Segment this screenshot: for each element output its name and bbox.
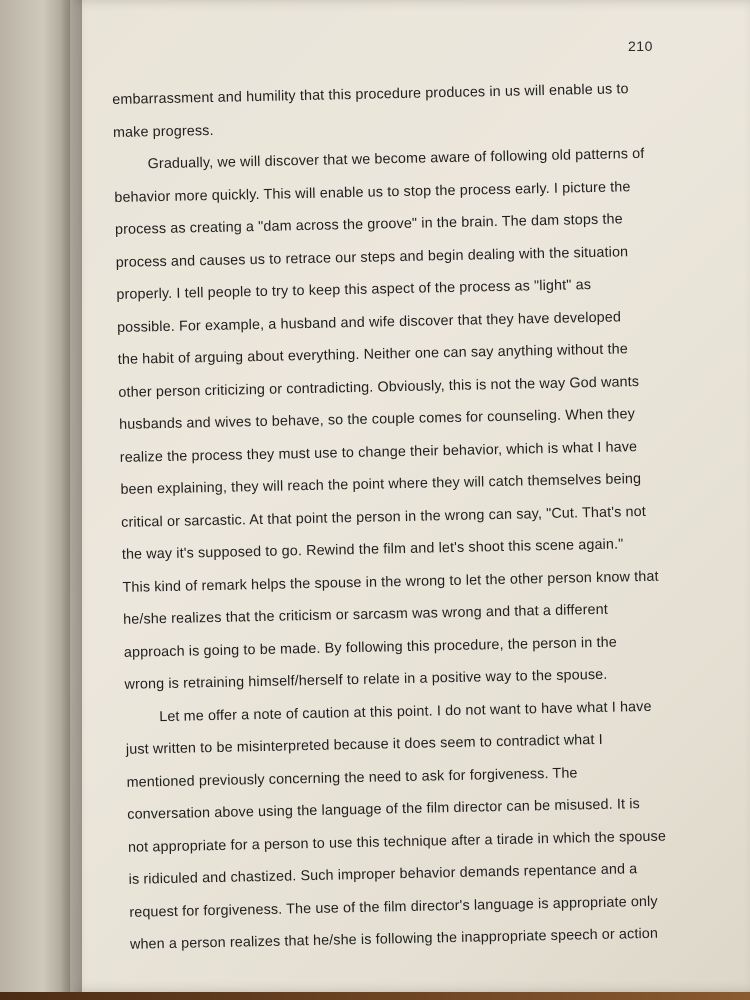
- text-line: husbands and wives to behave, so the couple comes for counseling. When they: [118, 406, 636, 433]
- text-line: when a person realizes that he/she is following the inappropriate speech or action: [129, 925, 659, 953]
- paragraph-first-line: Gradually, we will discover that we become aware of following old patterns of: [147, 145, 645, 173]
- text-line: This kind of remark helps the spouse in the wrong to let the other person know that: [122, 568, 659, 596]
- text-line: the habit of arguing about everything. Neither one can say anything without the: [117, 341, 629, 368]
- text-line: request for forgiveness. The use of the film director's language is appropriate only: [129, 893, 658, 921]
- text-line: just written to be misinterpreted because it does seem to contradict what I: [125, 731, 603, 758]
- text-line: wrong is retraining himself/herself to relate in a positive way to the spouse.: [124, 666, 608, 693]
- text-line: make progress.: [112, 122, 214, 141]
- text-line: conversation above using the language of the film director can be misused. It is: [127, 796, 641, 823]
- text-line: properly. I tell people to try to keep this aspect of the process as "light" as: [116, 277, 592, 303]
- text-line: the way it's supposed to go. Rewind the film and let's shoot this scene again.": [121, 536, 624, 563]
- text-line: not appropriate for a person to use this technique after a tirade in which the spouse: [127, 828, 667, 856]
- text-line: behavior more quickly. This will enable us to stop the process early. I picture the: [114, 178, 631, 206]
- text-line: been explaining, they will reach the point where they will catch themselves being: [120, 471, 642, 498]
- gutter-shadow: [60, 0, 82, 1000]
- text-line: approach is going to be made. By following this procedure, the person in the: [123, 634, 617, 661]
- text-line: he/she realizes that the criticism or sarcasm was wrong and that a different: [123, 601, 609, 628]
- text-line: embarrassment and humility that this procedure produces in us will enable us to: [112, 81, 629, 108]
- text-line: realize the process they must use to change their behavior, which is what I have: [119, 438, 638, 466]
- body-text: [112, 71, 730, 961]
- table-surface: [0, 992, 750, 1000]
- text-line: is ridiculed and chastized. Such improper behavior demands repentance and a: [128, 861, 638, 888]
- page-number: 210: [628, 38, 653, 54]
- text-line: possible. For example, a husband and wife discover that they have developed: [116, 308, 622, 336]
- text-line: critical or sarcastic. At that point the person in the wrong can say, "Cut. That's not: [121, 503, 647, 531]
- text-line: process as creating a "dam across the groove" in the brain. The dam stops the: [114, 211, 623, 238]
- text-line: other person criticizing or contradicting. Obviously, this is not the way God wants: [118, 373, 640, 401]
- text-line: mentioned previously concerning the need to ask for forgiveness. The: [126, 764, 578, 791]
- paragraph-first-line: Let me offer a note of caution at this point. I do not want to have what I have: [159, 698, 652, 725]
- text-line: process and causes us to retrace our steps and begin dealing with the situation: [115, 243, 629, 271]
